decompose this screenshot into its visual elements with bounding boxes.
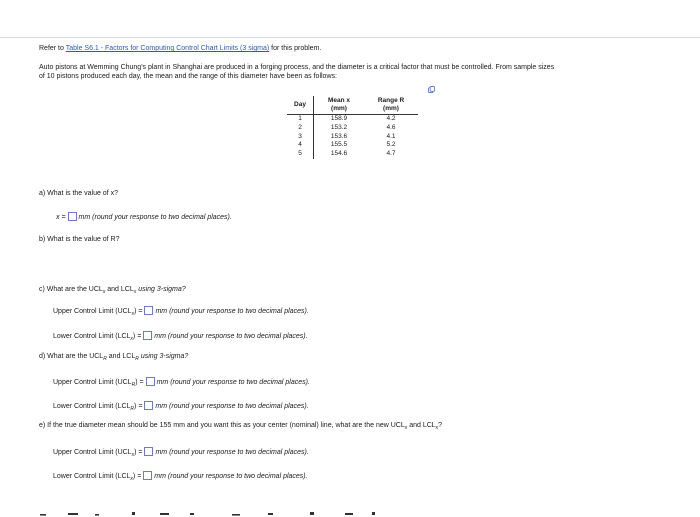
lcl-r-hint: mm (round your response to two decimal places). [155, 403, 309, 410]
table-row [287, 133, 418, 142]
lcl-x-input[interactable] [143, 331, 152, 340]
data-table [287, 96, 418, 159]
intro-line-2: of 10 pistons produced each day, the mean and the range of this diameter have been as follows: [39, 73, 337, 80]
top-divider [0, 37, 700, 38]
question-b: b) What is the value of R? [39, 236, 120, 243]
question-c-part2: and LCL [107, 286, 134, 293]
table-row [287, 150, 418, 159]
ucl-r-close: ) = [135, 379, 144, 386]
ucl-x-hint: mm (round your response to two decimal places). [155, 308, 309, 315]
header-mean [314, 96, 365, 115]
ucl-r-input[interactable] [146, 377, 155, 386]
question-c [39, 285, 186, 297]
cell-range: 4.7 [386, 150, 396, 158]
question-d-part1: d) What are the UCL [39, 353, 104, 360]
intro-line-1: Auto pistons at Wemming Chung's plant in Shanghai are produced in a forging process, and the diameter is a critical factor that must be controlled. From sample sizes [39, 64, 555, 71]
cell-mean: 155.5 [330, 141, 348, 149]
question-c-part1: c) What are the UCL [39, 286, 103, 293]
new-lcl-x-input[interactable] [143, 471, 152, 480]
question-d-part2: and LCL [108, 353, 136, 360]
factors-table-link[interactable]: Table S6.1 - Factors for Computing Control Chart Limits (3 sigma) [65, 45, 270, 52]
ucl-r-hint: mm (round your response to two decimal places). [156, 379, 310, 386]
reference-suffix: for this problem. [271, 45, 322, 52]
question-d-sub1: R [103, 356, 107, 362]
new-lcl-x-label: Lower Control Limit (LCL [53, 473, 131, 480]
lcl-x-sub: x [130, 336, 133, 342]
cell-mean: 158.9 [330, 115, 348, 122]
ucl-x-close: ) = [134, 308, 143, 315]
header-mean-line1: Mean x [327, 97, 351, 104]
lcl-x-label: Lower Control Limit (LCL [53, 333, 131, 340]
lcl-r-sub: R [130, 406, 135, 412]
answer-a-hint: mm (round your response to two decimal places). [78, 214, 232, 221]
cell-mean: 153.2 [330, 123, 348, 131]
header-range-line1: Range R [377, 97, 405, 104]
new-ucl-x-hint: mm (round your response to two decimal places). [155, 449, 309, 456]
cell-mean: 154.6 [330, 150, 348, 158]
cell-day: 4 [287, 141, 314, 150]
lcl-r-input[interactable] [144, 401, 153, 410]
question-c-sub2: x [133, 289, 137, 295]
header-range [364, 96, 418, 115]
lcl-x-close: ) = [132, 333, 142, 340]
lcl-r-close: ) = [134, 403, 143, 410]
cell-day: 3 [287, 133, 314, 142]
lcl-x-row [53, 331, 308, 344]
reference-prefix: Refer to [39, 45, 64, 52]
new-ucl-x-row [53, 447, 309, 460]
question-d [39, 352, 188, 364]
question-e-part1: e) If the true diameter mean should be 155 mm and you want this as your center (nominal) line, what are the new UCL [39, 422, 405, 429]
answer-a-label: x = [56, 214, 66, 221]
cell-day: 1 [287, 115, 314, 124]
new-lcl-x-hint: mm (round your response to two decimal places). [154, 473, 308, 480]
new-ucl-x-sub: x [131, 452, 135, 458]
new-ucl-x-input[interactable] [144, 447, 153, 456]
ucl-x-label: Upper Control Limit (UCL [53, 308, 132, 315]
table-row [287, 124, 418, 133]
question-c-part3: using 3-sigma? [138, 286, 186, 293]
cell-range: 4.2 [386, 115, 396, 122]
ucl-r-row [53, 377, 310, 390]
ucl-x-sub: x [131, 311, 135, 317]
header-mean-line2: (mm) [331, 105, 347, 112]
answer-a-row [56, 212, 232, 222]
copy-data-icon[interactable] [428, 86, 435, 93]
new-ucl-x-close: ) = [134, 449, 143, 456]
cell-mean: 153.6 [330, 132, 348, 140]
header-range-line2: (mm) [383, 105, 399, 112]
question-e-part3: ? [438, 422, 443, 429]
ucl-x-input[interactable] [144, 306, 153, 315]
question-e-part2: and LCL [409, 422, 436, 429]
xbarbar-input[interactable] [68, 212, 77, 221]
lcl-x-hint: mm (round your response to two decimal places). [154, 333, 308, 340]
question-d-part3: using 3-sigma? [140, 353, 189, 360]
table-row [287, 115, 418, 124]
ucl-r-sub: R [131, 382, 136, 388]
new-ucl-x-label: Upper Control Limit (UCL [53, 449, 132, 456]
question-a: a) What is the value of x? [39, 190, 118, 197]
cell-day: 5 [287, 150, 314, 159]
question-e [39, 421, 442, 433]
question-d-sub2: R [135, 356, 139, 362]
reference-line [39, 44, 321, 53]
cell-day: 2 [287, 124, 314, 133]
table-row [287, 141, 418, 150]
lcl-r-row [53, 401, 309, 414]
cutoff-text-fragment [0, 508, 700, 517]
new-lcl-x-close: ) = [132, 473, 142, 480]
question-e-sub1: x [404, 425, 408, 431]
table-header-row [287, 96, 418, 115]
cell-range: 4.1 [386, 132, 396, 140]
question-c-sub1: x [102, 289, 106, 295]
cell-range: 4.6 [386, 123, 396, 131]
cell-range: 5.2 [386, 141, 396, 149]
ucl-x-row [53, 306, 309, 319]
question-e-sub2: x [435, 425, 439, 431]
lcl-r-label: Lower Control Limit (LCL [53, 403, 131, 410]
new-lcl-x-row [53, 471, 308, 484]
header-day: Day [287, 96, 314, 115]
new-lcl-x-sub: x [130, 476, 133, 482]
ucl-r-label: Upper Control Limit (UCL [53, 379, 132, 386]
